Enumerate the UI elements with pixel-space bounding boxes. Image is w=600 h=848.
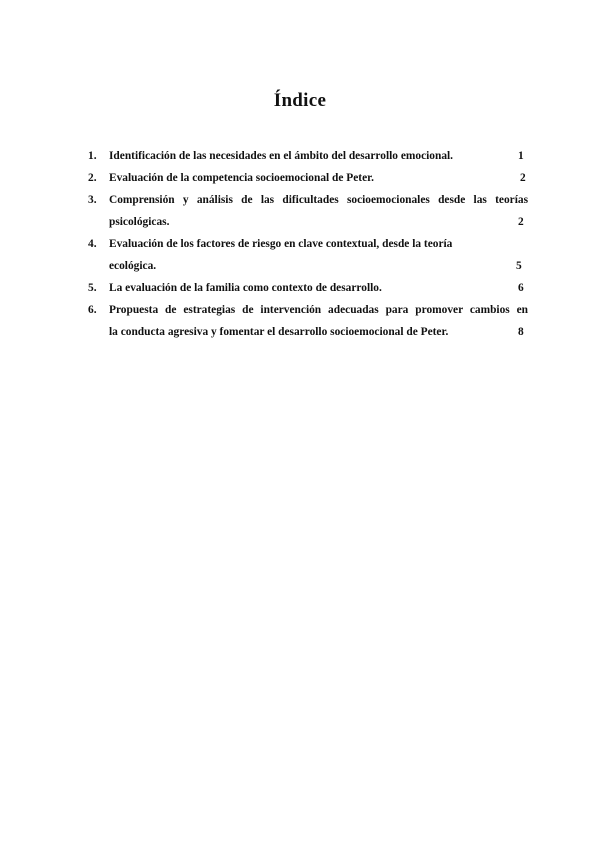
toc-entry-line: Evaluación de los factores de riesgo en clave contextual, desde la teoría [109, 238, 453, 250]
toc-entry-text: La evaluación de la familia como contexto de desarrollo. [109, 282, 382, 294]
toc-entry-page: 8 [518, 326, 524, 338]
toc-entry-3[interactable] [88, 189, 528, 233]
toc-entry-number: 2. [88, 172, 97, 184]
toc-entry-text: la conducta agresiva y fomentar el desarrollo socioemocional de Peter. [109, 326, 449, 338]
toc-entry-line [109, 277, 528, 299]
toc-entry-line [109, 145, 528, 167]
toc-entry-page: 2 [520, 172, 526, 184]
toc-entry-number: 4. [88, 238, 97, 250]
toc-entry-5[interactable] [88, 277, 528, 299]
toc-entry-line: Comprensión y análisis de las dificultades socioemocionales desde las teorías [109, 194, 528, 206]
page-title: Índice [273, 90, 327, 111]
toc-entry-number: 1. [88, 150, 97, 162]
toc-entry-4[interactable] [88, 233, 528, 277]
toc-entry-number: 5. [88, 282, 97, 294]
toc-entry-page: 2 [518, 216, 524, 228]
toc-entry-line [109, 255, 528, 277]
toc-entry-1[interactable] [88, 145, 528, 167]
toc-entry-line [109, 211, 528, 233]
toc-entry-6[interactable] [88, 299, 528, 343]
toc-entry-text: psicológicas. [109, 216, 170, 228]
toc-entry-number: 3. [88, 194, 97, 206]
toc-entry-line: Propuesta de estrategias de intervención adecuadas para promover cambios en [109, 304, 528, 316]
toc-entry-text: Evaluación de la competencia socioemocional de Peter. [109, 172, 375, 184]
toc-entry-page: 1 [518, 150, 524, 162]
toc-entry-number: 6. [88, 304, 97, 316]
toc-entry-text: Identificación de las necesidades en el ámbito del desarrollo emocional. [109, 150, 454, 162]
table-of-contents [88, 145, 528, 343]
toc-entry-page: 5 [516, 260, 522, 272]
toc-entry-text: ecológica. [109, 260, 157, 272]
toc-entry-line [109, 167, 528, 189]
toc-entry-page: 6 [518, 282, 524, 294]
toc-entry-2[interactable] [88, 167, 528, 189]
toc-entry-line [109, 321, 528, 343]
